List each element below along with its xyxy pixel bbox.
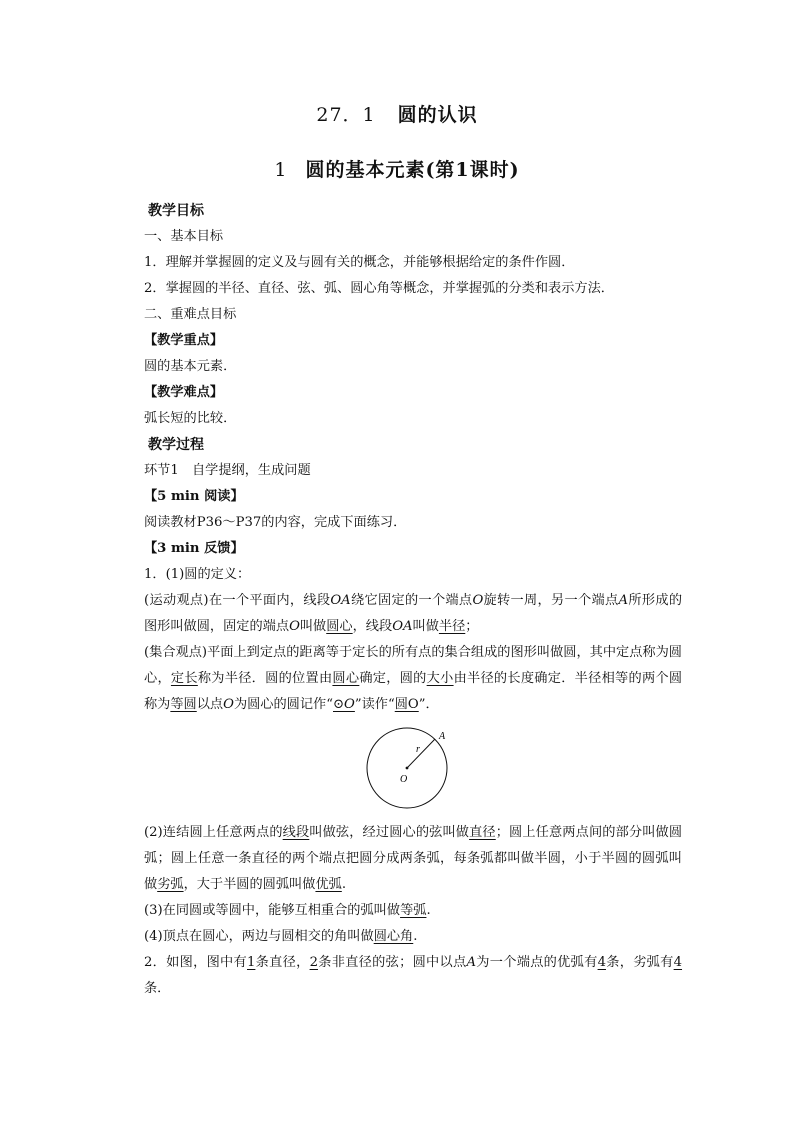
difficulty-text: 弧长短的比较． <box>144 411 237 426</box>
key-goals-heading: 二、重难点目标 <box>144 307 237 322</box>
lesson-title <box>0 155 794 182</box>
question-2: 2．如图，图中有1条直径，2条非直径的弦；圆中以点A为一个端点的优弧有4条，劣弧有4条． <box>144 955 683 996</box>
reading-text: 阅读教材P36～P37的内容，完成下面练习． <box>144 515 407 530</box>
radius-line <box>407 739 435 768</box>
definition-central-angle: (4)顶点在圆心，两边与圆相交的角叫做圆心角. <box>144 929 418 944</box>
circle-figure <box>144 722 682 812</box>
section-title <box>0 100 794 127</box>
definition-motion: (运动观点)在一个平面内，线段OA绕它固定的一个端点O旋转一周，另一个端点A所形成的图形叫做圆，固定的端点O叫做圆心，线段OA叫做半径； <box>144 593 683 634</box>
goals-heading: 教学目标 <box>148 203 204 219</box>
question-1-intro: 1．(1)圆的定义： <box>144 567 251 582</box>
goal-item-2: 2．掌握圆的半径、直径、弦、弧、圆心角等概念，并掌握弧的分类和表示方法． <box>144 281 614 296</box>
definition-equal-arc: (3)在同圆或等圆中，能够互相重合的弧叫做等弧. <box>144 903 431 918</box>
goal-item-1: 1．理解并掌握圆的定义及与圆有关的概念，并能够根据给定的条件作圆． <box>144 255 575 270</box>
lesson-number: 1 <box>274 159 288 181</box>
answer-radius: 半径 <box>438 619 466 634</box>
basic-goals-heading: 一、基本目标 <box>144 229 224 244</box>
process-heading: 教学过程 <box>148 437 204 453</box>
feedback-label: 【3 min 反馈】 <box>144 541 244 556</box>
focus-label: 【教学重点】 <box>144 333 224 348</box>
document-body <box>144 198 682 1002</box>
answer-center: 圆心 <box>326 619 353 634</box>
center-point <box>406 767 409 770</box>
label-o: O <box>400 774 408 785</box>
lesson-title-text: 圆的基本元素(第1课时) <box>305 159 520 181</box>
definition-set: (集合观点)平面上到定点的距离等于定长的所有点的集合组成的图形叫做圆，其中定点称为圆心，定长称为半径．圆的位置由圆心确定，圆的大小由半径的长度确定．半径相等的两个圆称为等圆以点O为圆心的圆记作“⊙O”读作“圆O”． <box>144 645 683 712</box>
section-number: 27．1 <box>316 104 376 126</box>
difficulty-label: 【教学难点】 <box>144 385 224 400</box>
label-r: r <box>416 744 420 755</box>
step-1: 环节1 自学提纲，生成问题 <box>144 463 311 478</box>
circle-diagram <box>366 722 462 812</box>
section-title-text: 圆的认识 <box>397 104 478 126</box>
focus-text: 圆的基本元素． <box>144 359 237 374</box>
definition-chord-arc: (2)连结圆上任意两点的线段叫做弦，经过圆心的弦叫做直径；圆上任意两点间的部分叫做圆弧；圆上任意一条直径的两个端点把圆分成两条弧，每条弧都叫做半圆，小于半圆的圆弧叫做劣弧，大于半圆的圆弧叫做优弧. <box>144 825 683 892</box>
reading-label: 【5 min 阅读】 <box>144 489 244 504</box>
label-a: A <box>439 731 446 742</box>
